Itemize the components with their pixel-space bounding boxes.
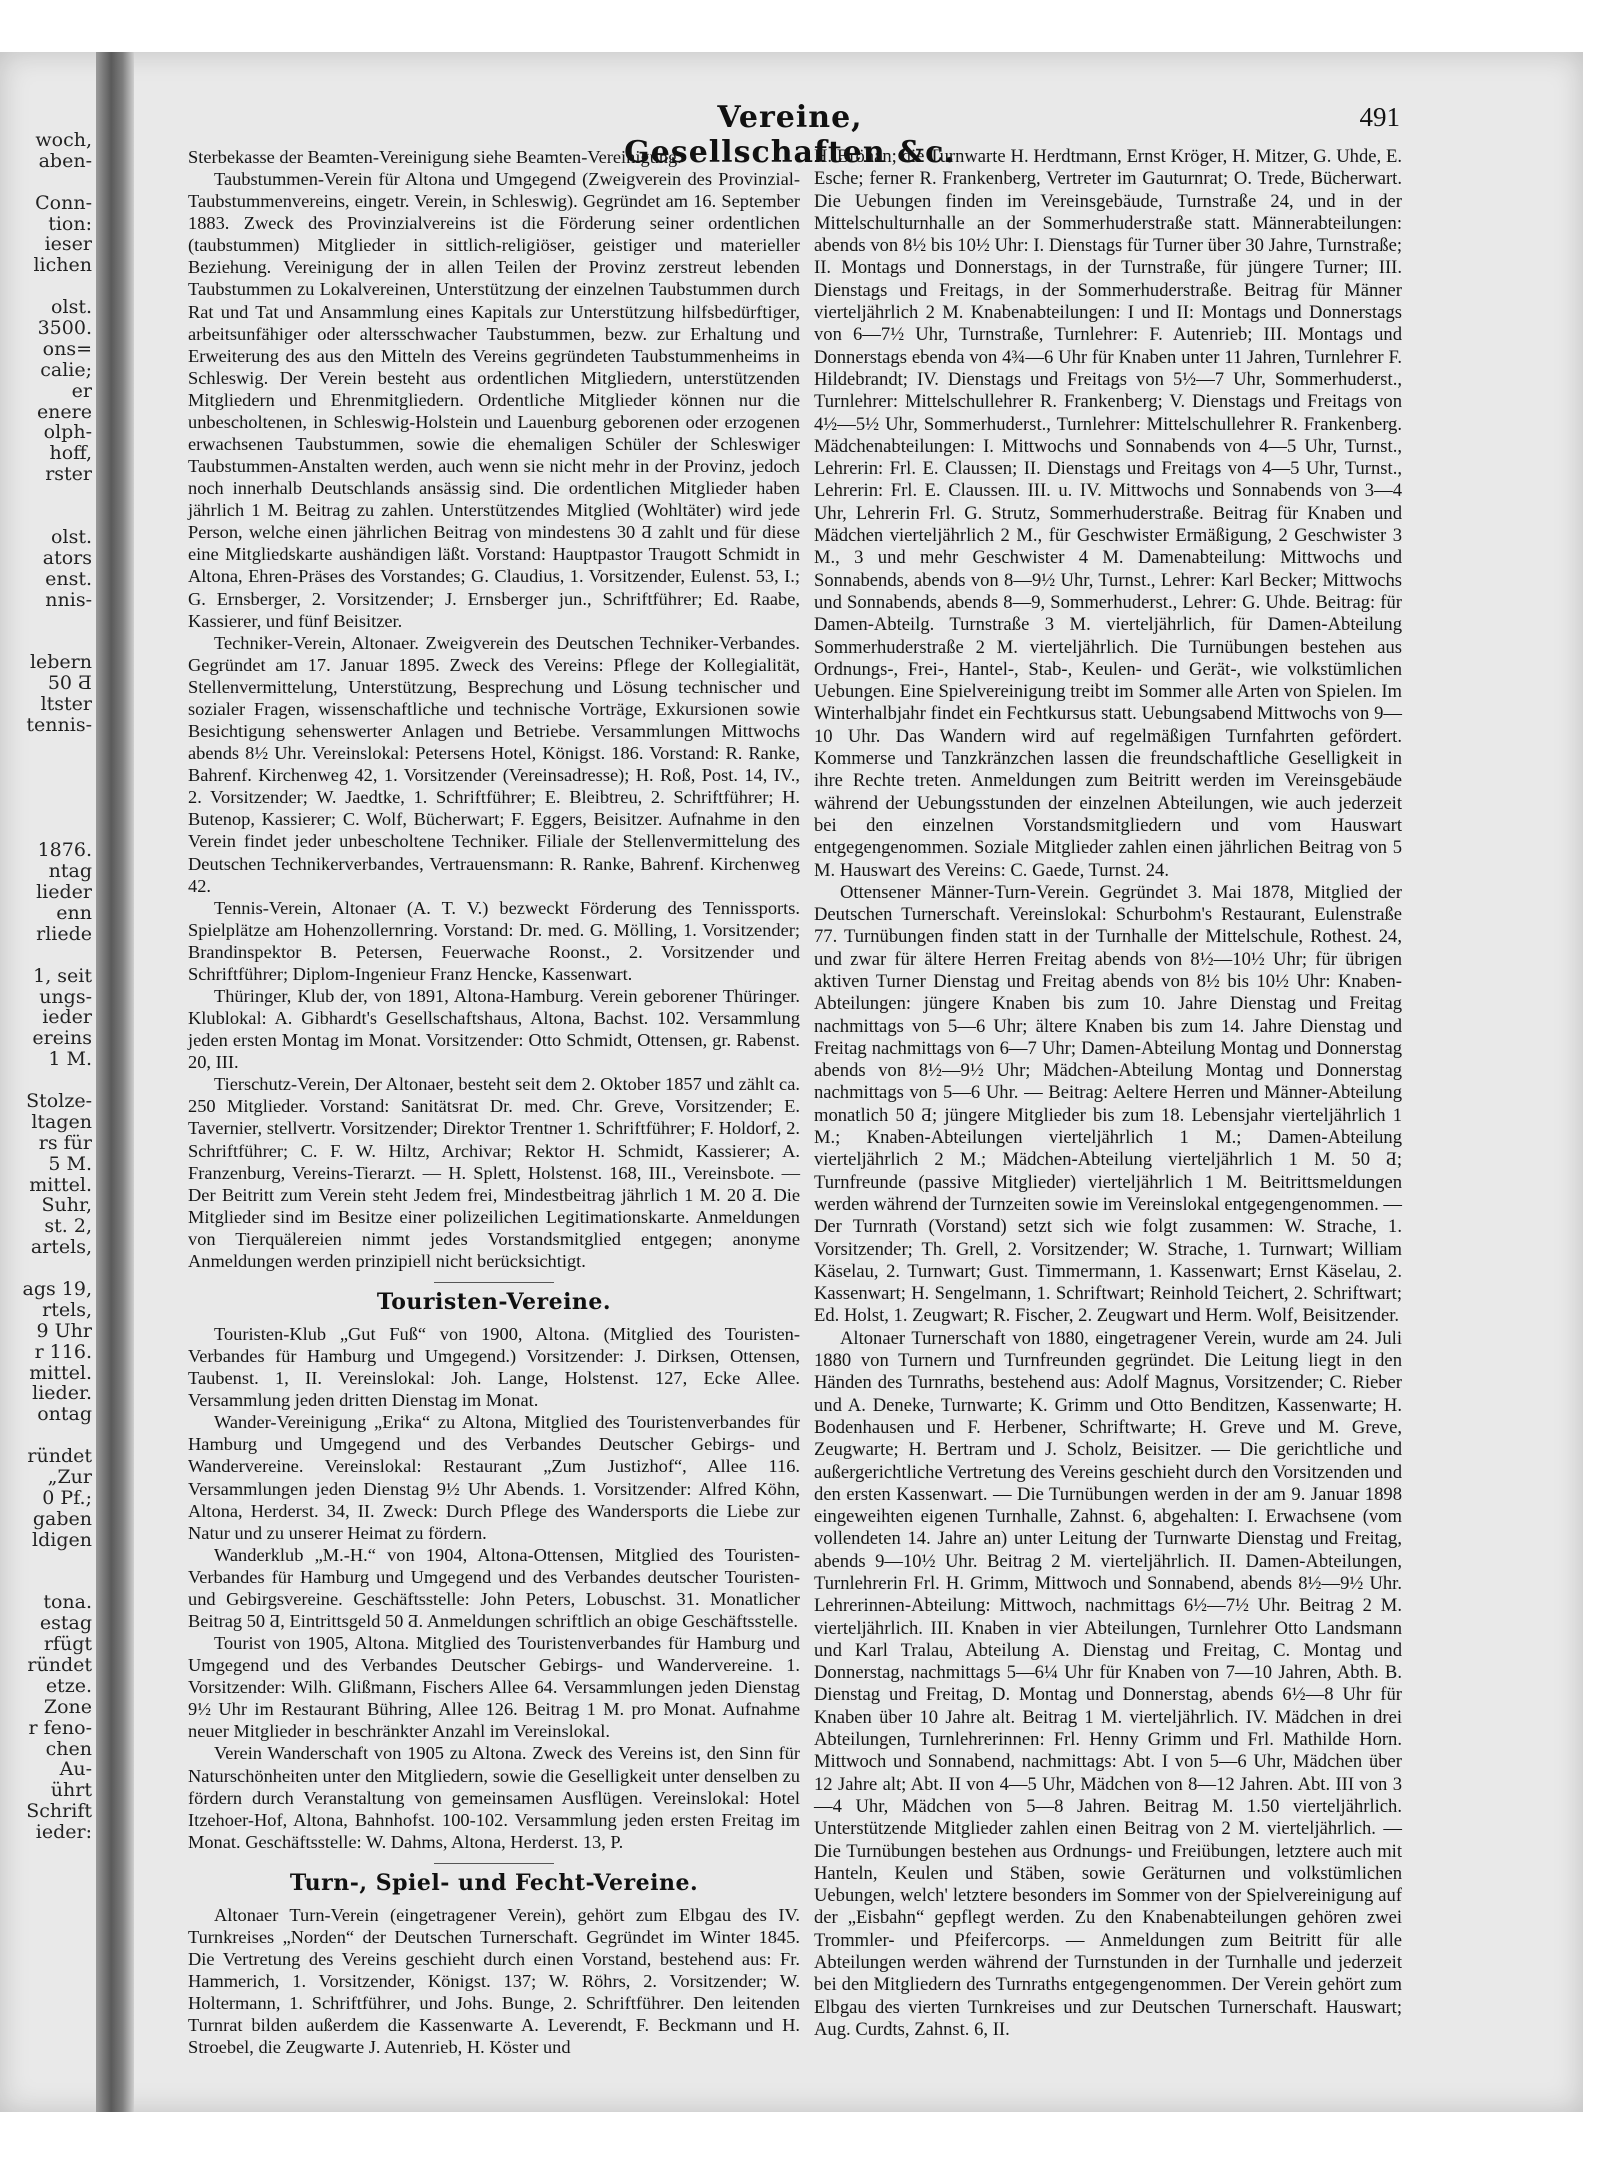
previous-page-fragment: tion: xyxy=(48,212,92,235)
previous-page-fragment: st. 2, xyxy=(44,1215,92,1238)
entry-altonaer-turn-verein-cont: H. Bröhan; die Turnwarte H. Herdtmann, Ernst Kröger, H. Mitzer, G. Uhde, E. Esche; ferner R. Frankenberg, Vertreter im Gauturnrat; O. Trede, Bücherwart. Die Uebungen finden im Vereinsgebäude, Turnstraße 24, und in der Mittelschulturnhalle an der Sommerhuderstraße statt. Männerabteilungen: abends von 8½ bis 10½ Uhr: I. Dienstags für Turner über 30 Jahre, Turnstraße; II. Montags und Donnerstags, in der Turnstraße, für jüngere Turner; III. Dienstags und Freitags, in der Sommerhuderstraße. Beitrag für Männer vierteljährlich 2 M. Knabenabteilungen: I und II: Montags und Donnerstags von 6—7½ Uhr, Turnstraße, Turnlehrer: F. Autenrieb; III. Montags und Donnerstags ebenda von 4¾—6 Uhr für Knaben unter 11 Jahren, Turnlehrer F. Hildebrandt; IV. Dienstags und Freitags von 5½—7 Uhr, Sommerhuderst., Turnlehrer: Mittelschullehrer R. Frankenberg; V. Dienstags und Freitags von 4½—5½ Uhr, Sommerhuderst., Turnlehrer: Mittelschullehrer R. Frankenberg. Mädchenabteilungen: I. Mittwochs und Sonnabends von 4—5 Uhr, Turnst., Lehrerin: Frl. E. Claussen; II. Dienstags und Freitags von 4—5 Uhr, Turnst., Lehrerin: Frl. E. Claussen. III. u. IV. Mittwochs und Sonnabends von 3—4 Uhr, Lehrerin Frl. G. Strutz, Sommerhuderstraße. Beitrag für Knaben und Mädchen vierteljährlich 2 M., für Geschwister Ermäßigung, 2 Geschwister 3 M., 3 und mehr Geschwister 4 M. Damenabteilung: Mittwochs und Sonnabends, abends von 8—9½ Uhr, Turnst., Lehrer: Karl Becker; Mittwochs und Sonnabends, abends 8—9, Sommerhuderst., Lehrer: G. Uhde. Beitrag: für Damen-Abteilg. Turnstraße 3 M. vierteljährlich, für Damen-Abteilung Sommerhuderstraße 2 M. vierteljährlich. Die Turnübungen bestehen aus Ordnungs-, Frei-, Hantel-, Stab-, Keulen- und Gerät-, wie volkstümlichen Uebungen. Eine Spielvereinigung treibt im Sommer alle Arten von Spielen. Im Winterhalbjahr findet ein Fechtkursus statt. Uebungsabend Mittwochs von 9—10 Uhr. Das Wandern wird auf regelmäßigen Turnfahrten gefördert. Kommerse und Tanzkränzchen lassen die freundschaftliche Geselligkeit in ihre Rechte treten. Anmeldungen zum Beitritt werden im Vereinsgebäude während der Uebungsstunden der einzelnen Abteilungen, wie auch jederzeit bei den einzelnen Vorstandsmitgliedern und vom Hauswart entgegengenommen. Soziale Mitglieder zahlen einen jährlichen Beitrag von 5 M. Hauswart des Vereins: C. Gaede, Turnst. 24. xyxy=(814,146,1402,881)
entry-touristen-klub: Touristen-Klub „Gut Fuß“ von 1900, Altona. (Mitglied des Touristen-Verbandes für Hamburg und Umgegend.) Vorsitzender: J. Dirksen, Ottensen, Taubenst. 1, II. Vereinslokal: Joh. Lange, Holstenst. 127, Ecke Allee. Versammlung jeden dritten Dienstag im Monat. xyxy=(188,1323,800,1411)
previous-page-fragment: ründet xyxy=(27,1445,92,1468)
previous-page-fragment: ltster xyxy=(40,693,92,716)
entry-tennis-verein: Tennis-Verein, Altonaer (A. T. V.) bezweckt Förderung des Tennissports. Spielplätze am Hohenzollernring. Vorstand: Dr. med. G. Mölling, 1. Vorsitzender; Brandinspektor B. Petersen, Feuerwache Roonst., 2. Vorsitzender und Schriftführer; Diplom-Ingenieur Franz Hencke, Kassenwart. xyxy=(188,897,800,984)
previous-page-fragment: 3500. xyxy=(37,317,92,340)
previous-page-fragment: r 116. xyxy=(34,1340,92,1363)
previous-page-fragment: ags 19, xyxy=(22,1277,92,1300)
page-binding-gutter xyxy=(96,52,134,2112)
previous-page-fragment: enn xyxy=(56,901,92,924)
previous-page-fragment xyxy=(0,1571,92,1592)
previous-page-fragment: ieder xyxy=(42,1006,92,1029)
previous-page-fragment: mittel. xyxy=(29,1361,92,1384)
previous-page-fragment xyxy=(0,778,92,799)
left-column xyxy=(188,146,800,2058)
previous-page-fragment: Suhr, xyxy=(41,1194,92,1217)
previous-page-fragment: ntag xyxy=(48,860,92,883)
entry-wander-vereinigung-erika: Wander-Vereinigung „Erika“ zu Altona, Mitglied des Touristenverbandes für Hamburg und Umgegend und des Verbandes Deutscher Gebirgs- und Wandervereine. Vereinslokal: Restaurant „Zum Justizhof“, Allee 116. Versammlungen jeden Dienstag 9½ Uhr Abends. 1. Vorsitzender: Alfred Köhn, Altona, Herderst. 34, II. Zweck: Durch Pflege des Wandersports die Liebe zur Natur und zu unserer Heimat zu fördern. xyxy=(188,1412,800,1543)
previous-page-fragment: Zone xyxy=(43,1695,92,1718)
entry-ottensener-maenner-turn-verein: Ottensener Männer-Turn-Verein. Gegründet 3. Mai 1878, Mitglied der Deutschen Turnerschaft. Vereinslokal: Schurbohm's Restaurant, Eulenstraße 77. Turnübungen finden statt in der Turnhalle der Mittelschule, Rothest. 24, und zwar für ältere Herren Freitag abends von 8½—10½ Uhr; für übrigen aktiven Turner Dienstag und Freitag abends von 8½ bis 10½ Uhr: Knaben-Abteilungen: jüngere Knaben bis zum 10. Jahre Dienstag und Freitag nachmittags von 5—6 Uhr; ältere Knaben bis zum 14. Jahre Dienstag und Freitag nachmittags von 6—7 Uhr; Damen-Abteilung Montag und Donnerstag abends von 8½—9½ Uhr; Mädchen-Abteilung Montag und Donnerstag nachmittags von 5—6 Uhr. — Beitrag: Aeltere Herren und Männer-Abteilung monatlich 50 Ƌ; jüngere Mitglieder bis zum 18. Lebensjahr vierteljährlich 1 M.; Knaben-Abteilungen vierteljährlich 1 M.; Damen-Abteilung vierteljährlich 2 M.; Mädchen-Abteilung vierteljährlich 1 M. 50 Ƌ; Turnfreunde (passive Mitglieder) vierteljährlich 1 M. Beitrittsmeldungen werden während der Turnzeiten sowie im Vereinslokal entgegengenommen. — Der Turnrath (Vorstand) setzt sich wie folgt zusammen: W. Strache, 1. Vorsitzender; Th. Grell, 2. Vorsitzender; W. Strache, 1. Turnwart; William Käselau, 2. Turnwart; Gust. Timmermann, 1. Kassenwart; Ernst Käselau, 2. Kassenwart; H. Sengelmann, 1. Schriftwart; Reinhold Teichert, 2. Schriftwart; Ed. Holst, 1. Zeugwart; R. Fischer, 2. Zeugwart und Herm. Wolf, Beisitzender. xyxy=(814,881,1402,1327)
previous-page-fragment: lieder. xyxy=(32,1382,92,1405)
previous-page-fragment: ieder: xyxy=(35,1821,92,1844)
entry-altonaer-turn-verein: Altonaer Turn-Verein (eingetragener Verein), gehört zum Elbgau des IV. Turnkreises „Norden“ der Deutschen Turnerschaft. Gegründet im Winter 1845. Die Vertretung des Vereins geschieht durch einen Vorstand, bestehend aus: Fr. Hammerich, 1. Vorsitzender, Königst. 137; W. Röhrs, 2. Vorsitzender; W. Holtermann, 1. Schriftführer, und Johs. Bunge, 2. Schriftführer. Den leitenden Turnrat bilden außerdem die Kassenwarte A. Leverendt, F. Beckmann und H. Stroebel, die Zeugwarte J. Autenrieb, H. Köster und xyxy=(188,1904,800,2058)
previous-page-fragment xyxy=(0,819,92,840)
previous-page-fragment: gaben xyxy=(32,1507,92,1530)
previous-page-fragment xyxy=(0,1258,92,1279)
previous-page-fragment: calie; xyxy=(40,358,92,381)
previous-page-fragment: er xyxy=(71,379,92,402)
previous-page-edge xyxy=(0,129,92,1844)
previous-page-fragment: rliede xyxy=(36,922,92,945)
previous-page-fragment: 5 M. xyxy=(48,1152,92,1175)
previous-page-fragment xyxy=(0,276,92,297)
previous-page-fragment: rtels, xyxy=(42,1298,92,1321)
previous-page-fragment xyxy=(0,506,92,527)
previous-page-fragment: lieder xyxy=(36,881,92,904)
previous-page-fragment: 1 M. xyxy=(48,1048,92,1071)
previous-page-fragment xyxy=(0,1070,92,1091)
previous-page-fragment: etze. xyxy=(45,1674,92,1697)
previous-page-fragment: lichen xyxy=(33,254,92,277)
running-title: Vereine, Gesellschaften &c. xyxy=(624,100,956,170)
previous-page-fragment xyxy=(0,799,92,820)
previous-page-fragment xyxy=(0,757,92,778)
previous-page-fragment: ldigen xyxy=(32,1528,92,1551)
previous-page-fragment: 0 Pf.; xyxy=(42,1486,92,1509)
previous-page-fragment: aben- xyxy=(38,149,92,172)
previous-page-fragment: ons= xyxy=(42,337,92,360)
previous-page-fragment: olst. xyxy=(51,525,92,548)
previous-page-fragment xyxy=(0,172,92,193)
previous-page-fragment xyxy=(0,631,92,652)
previous-page-fragment: r feno- xyxy=(28,1716,92,1739)
previous-page-fragment xyxy=(0,610,92,631)
previous-page-fragment xyxy=(0,736,92,757)
previous-page-fragment xyxy=(0,945,92,966)
right-column xyxy=(814,146,1402,2041)
previous-page-fragment: Conn- xyxy=(35,191,92,214)
previous-page-fragment xyxy=(0,1551,92,1572)
previous-page-fragment: ontag xyxy=(37,1403,92,1426)
previous-page-fragment: 9 Uhr xyxy=(36,1319,92,1342)
previous-page-fragment: ührt xyxy=(50,1779,92,1802)
previous-page-fragment: enere xyxy=(36,400,92,423)
section-heading-touristen: Touristen-Vereine. xyxy=(188,1282,800,1315)
previous-page-fragment: olst. xyxy=(51,296,92,319)
previous-page-fragment: olph- xyxy=(43,421,92,444)
previous-page-fragment: 1876. xyxy=(37,839,92,862)
entry-verein-wanderschaft: Verein Wanderschaft von 1905 zu Altona. Zweck des Vereins ist, den Sinn für Naturschönheiten unter den Mitgliedern, sowie die Geselligkeit unter denselben zu fördern durch Veranstaltung von gemeinsamen Ausflügen. Vereinslokal: Hotel Itzehoer-Hof, Altona, Bahnhofst. 100-102. Versammlung jeden ersten Freitag im Monat. Geschäftsstelle: W. Dahms, Altona, Herderst. 13, P. xyxy=(188,1743,800,1852)
entry-taubstummen-verein: Taubstummen-Verein für Altona und Umgegend (Zweigverein des Provinzial-Taubstummenvereins, eingetr. Verein, in Schleswig). Gegründet am 16. September 1883. Zweck des Provinzialvereins ist die Förderung seiner ordentlichen (taubstummen) Mitglieder in sittlich-religiöser, geistiger und materieller Beziehung. Vereinigung der in allen Teilen der Provinz zerstreut lebenden Taubstummen zu Lokalvereinen, Unterstützung der einzelnen Taubstummen durch Rat und Tat und Ansammlung eines Kapitals zur Unterstützung hilfsbedürftiger, arbeitsunfähiger oder altersschwacher Taubstummen, bezw. zur Erhaltung und Erweiterung des aus den Mitteln des Vereins gegründeten Taubstummenheims in Schleswig. Der Verein besteht aus ordentlichen Mitgliedern, unterstützenden Mitgliedern und Ehrenmitgliedern. Ordentliche Mitglieder können nur die unbescholtenen, in Schleswig-Holstein und Lauenburg geborenen oder erzogenen erwachsenen Taubstummen, sowie die ehemaligen Schüler der Schleswiger Taubstummen-Anstalten werden, auch wenn sie nicht mehr in der Provinz, jedoch noch innerhalb Deutschlands ansässig sind. Die ordentlichen Mitglieder haben jährlich 1 M. Beitrag zu zahlen. Unterstützendes Mitglied (Wohltäter) wird jede Person, welche einen jährlichen Beitrag von mindestens 30 Ƌ zahlt und für diese eine Mitgliedskarte aushändigen läßt. Vorstand: Hauptpastor Traugott Schmidt in Altona, Ehren-Präses des Vorstandes; G. Claudius, 1. Vorsitzender, Eulenst. 53, I.; G. Ernsberger, 2. Vorsitzender; J. Ernsberger jun., Schriftführer; Ed. Raabe, Kassierer, und fünf Beisitzer. xyxy=(188,169,800,631)
previous-page-fragment: mittel. xyxy=(29,1173,92,1196)
previous-page-fragment: hoff, xyxy=(49,442,92,465)
previous-page-fragment: lebern xyxy=(29,651,92,674)
previous-page-fragment: ungs- xyxy=(39,985,92,1008)
previous-page-fragment: Stolze- xyxy=(26,1089,92,1112)
entry-tierschutz-verein: Tierschutz-Verein, Der Altonaer, besteht seit dem 2. Oktober 1857 und zählt ca. 250 Mitglieder. Vorstand: Sanitätsrat Dr. med. Chr. Greve, Vorsitzender; E. Tavernier, stellvertr. Vorsitzender; Direktor Trentner 1. Schriftführer; F. Holdorf, 2. Schriftführer; C. F. W. Hiltz, Archivar; Rektor H. Schmidt, Kassierer; A. Franzenburg, Vereins-Tierarzt. — H. Splett, Holstenst. 168, III., Vereinsbote. — Der Beitritt zum Verein steht Jedem frei, Mindestbeitrag jährlich 1 M. 20 Ƌ. Die Mitglieder sind im Besitze einer polizeilichen Legitimationskarte. Anmeldungen von Tierquälereien nimmt jedes Vorstandsmitglied entgegen; anonyme Anmeldungen werden prinzipiell nicht berücksichtigt. xyxy=(188,1074,800,1271)
previous-page-fragment: rfügt xyxy=(43,1633,92,1656)
previous-page-fragment: woch, xyxy=(35,129,92,151)
entry-sterbekasse: Sterbekasse der Beamten-Vereinigung siehe Beamten-Vereinigung. xyxy=(188,147,682,167)
previous-page-fragment: tennis- xyxy=(26,713,92,736)
previous-page-fragment: enst. xyxy=(45,567,92,590)
entry-wanderklub-mh: Wanderklub „M.-H.“ von 1904, Altona-Ottensen, Mitglied des Touristen-Verbandes für Hamburg und Umgegend und des Verbandes deutscher Touristen- und Gebirgsvereine. Geschäftsstelle: John Peters, Lobuschst. 31. Monatlicher Beitrag 50 Ƌ, Eintrittsgeld 50 Ƌ. Anmeldungen schriftlich an obige Geschäftsstelle. xyxy=(188,1544,800,1631)
previous-page-fragment: „Zur xyxy=(47,1466,92,1488)
previous-page-fragment: 50 Ƌ xyxy=(47,672,92,695)
previous-page-fragment: 1, seit xyxy=(33,964,92,987)
previous-page-fragment: ründet xyxy=(27,1654,92,1677)
previous-page-fragment xyxy=(0,485,92,506)
entry-altonaer-turnerschaft-1880: Altonaer Turnerschaft von 1880, eingetragener Verein, wurde am 24. Juli 1880 von Turnern und Turnfreunden gegründet. Die Leitung liegt in den Händen des Turnraths, bestehend aus: Adolf Magnus, Vorsitzender; C. Rieber und A. Deneke, Turnwarte; K. Grimm und Otto Benditzen, Kassenwarte; H. Bodenhausen und F. Herbener, Schriftwarte; H. Greve und M. Greve, Zeugwarte; H. Bertram und J. Scholz, Beisitzer. — Die gerichtliche und außergerichtliche Vertretung des Vereins geschieht durch den Vorsitzenden und den ersten Kassenwart. — Die Turnübungen werden in der am 9. Januar 1898 eingeweihten eigenen Turnhalle, Zahnst. 6, abgehalten: I. Erwachsene (vom vollendeten 14. Jahre an) unter Leitung der Turnwarte Dienstag und Freitag, abends 9—10½ Uhr. Beitrag 2 M. vierteljährlich. II. Damen-Abteilungen, Turnlehrerin Frl. H. Grimm, Mittwoch und Sonnabend, abends 8½—9½ Uhr. Lehrerinnen-Abteilung: Mittwoch, nachmittags 6½—7½ Uhr. Beitrag 2 M. vierteljährlich. III. Knaben in vier Abteilungen, Turnlehrer Otto Landsmann und Karl Tralau, Abteilung A. Dienstag und Freitag, C. Montag und Donnerstag, nachmittags 5—6¼ Uhr für Knaben von 7—10 Jahren, Abth. B. Dienstag und Freitag, D. Montag und Donnerstag, abends 6½—8 Uhr für Knaben über 10 Jahre alt. Beitrag 1 M. vierteljährlich. IV. Mädchen in drei Abteilungen, Turnlehrerinnen: Frl. Henny Grimm und Frl. Mathilde Horn. Mittwoch und Sonnabend, nachmittags: Abt. I von 5—6 Uhr, Mädchen über 12 Jahre alt; Abt. II von 4—5 Uhr, Mädchen von 8—12 Jahren. Abt. III von 3—4 Uhr, Mädchen von 5—8 Jahren. Beitrag M. 1.50 vierteljährlich. Unterstützende Mitglieder zahlen einen Beitrag von 2 M. vierteljährlich. — Die Turnübungen bestehen aus Ordnungs- und Freiübungen, letztere auch mit Hanteln, Keulen und Stäben, sowie Geräturnen und volkstümlichen Uebungen, welch' letztere besonders im Sommer von der Spielvereinigung auf der „Eisbahn“ gepflegt werden. Zu den Knabenabteilungen gehören zwei Trommler- und Pfeifercorps. — Anmeldungen zum Beitritt für alle Abteilungen werden während der Turnstunden in der Turnhalle und jederzeit bei den Mitgliedern des Turnraths entgegengenommen. Der Verein gehört zum Elbgau des vierten Turnkreises und zur Deutschen Turnerschaft. Hauswart; Aug. Curdts, Zahnst. 6, II. xyxy=(814,1327,1402,2040)
previous-page-fragment: tona. xyxy=(43,1591,92,1614)
previous-page-fragment: rs für xyxy=(38,1131,92,1154)
entry-techniker-verein: Techniker-Verein, Altonaer. Zweigverein des Deutschen Techniker-Verbandes. Gegründet am 17. Januar 1895. Zweck des Vereins: Pflege der Kollegialität, Stellenvermittelung, Unterstützung, Besprechung und Lösung technischer und sozialer Fragen, wissenschaftliche und technische Vorträge, Exkursionen sowie Besichtigung sehenswerter Anlagen und Betriebe. Versammlungen Mittwochs abends 8½ Uhr. Vereinslokal: Petersens Hotel, Königst. 186. Vorstand: R. Ranke, Bahrenf. Kirchenweg 42, 1. Vorsitzender (Vereinsadresse); H. Roß, Post. 14, IV., 2. Vorsitzender; W. Jaedtke, 1. Schriftführer; E. Bleibtreu, 2. Schriftführer; H. Butenop, Kassierer; C. Wolf, Bücherwart; F. Eggers, Beisitzer. Aufnahme in den Verein findet jeder unbescholtene Techniker. Filiale der Stellenvermittelung des Deutschen Technikerverbandes, Vertrauensmann: R. Ranke, Bahrenf. Kirchenweg 42. xyxy=(188,632,800,896)
entry-tourist-1905: Tourist von 1905, Altona. Mitglied des Touristenverbandes für Hamburg und Umgegend und des Verbandes Deutscher Gebirgs- und Wandervereine. 1. Vorsitzender: Wilh. Glißmann, Fischers Allee 64. Versammlungen jeden Dienstag 9½ Uhr im Restaurant Bühring, Allee 126. Beitrag 1 M. pro Monat. Aufnahme neuer Mitglieder in beschränkter Anzahl im Vereinslokal. xyxy=(188,1633,800,1742)
previous-page-fragment: ieser xyxy=(44,233,92,256)
previous-page-fragment xyxy=(0,1425,92,1446)
previous-page-fragment: ltagen xyxy=(31,1110,92,1133)
previous-page-fragment: Au- xyxy=(59,1758,92,1781)
previous-page-fragment: nnis- xyxy=(45,588,92,611)
previous-page-fragment: ereins xyxy=(32,1027,92,1050)
previous-page-fragment: rster xyxy=(45,463,92,486)
page-number: 491 xyxy=(1359,102,1400,132)
previous-page-fragment: chen xyxy=(45,1737,92,1760)
previous-page-fragment: artels, xyxy=(30,1236,92,1259)
previous-page-fragment: estag xyxy=(39,1612,92,1635)
previous-page-fragment: ators xyxy=(42,546,92,569)
previous-page-fragment: Schrift xyxy=(26,1800,92,1823)
section-heading-turn: Turn-, Spiel- und Fecht-Vereine. xyxy=(188,1863,800,1896)
entry-thueringer-klub: Thüringer, Klub der, von 1891, Altona-Hamburg. Verein geborener Thüringer. Klublokal: A. Gibhardt's Gesellschaftshaus, Altona, Bachst. 102. Versammlung jeden ersten Montag im Monat. Vorsitzender: Otto Schmidt, Ottensen, gr. Rabenst. 20, III. xyxy=(188,985,800,1073)
